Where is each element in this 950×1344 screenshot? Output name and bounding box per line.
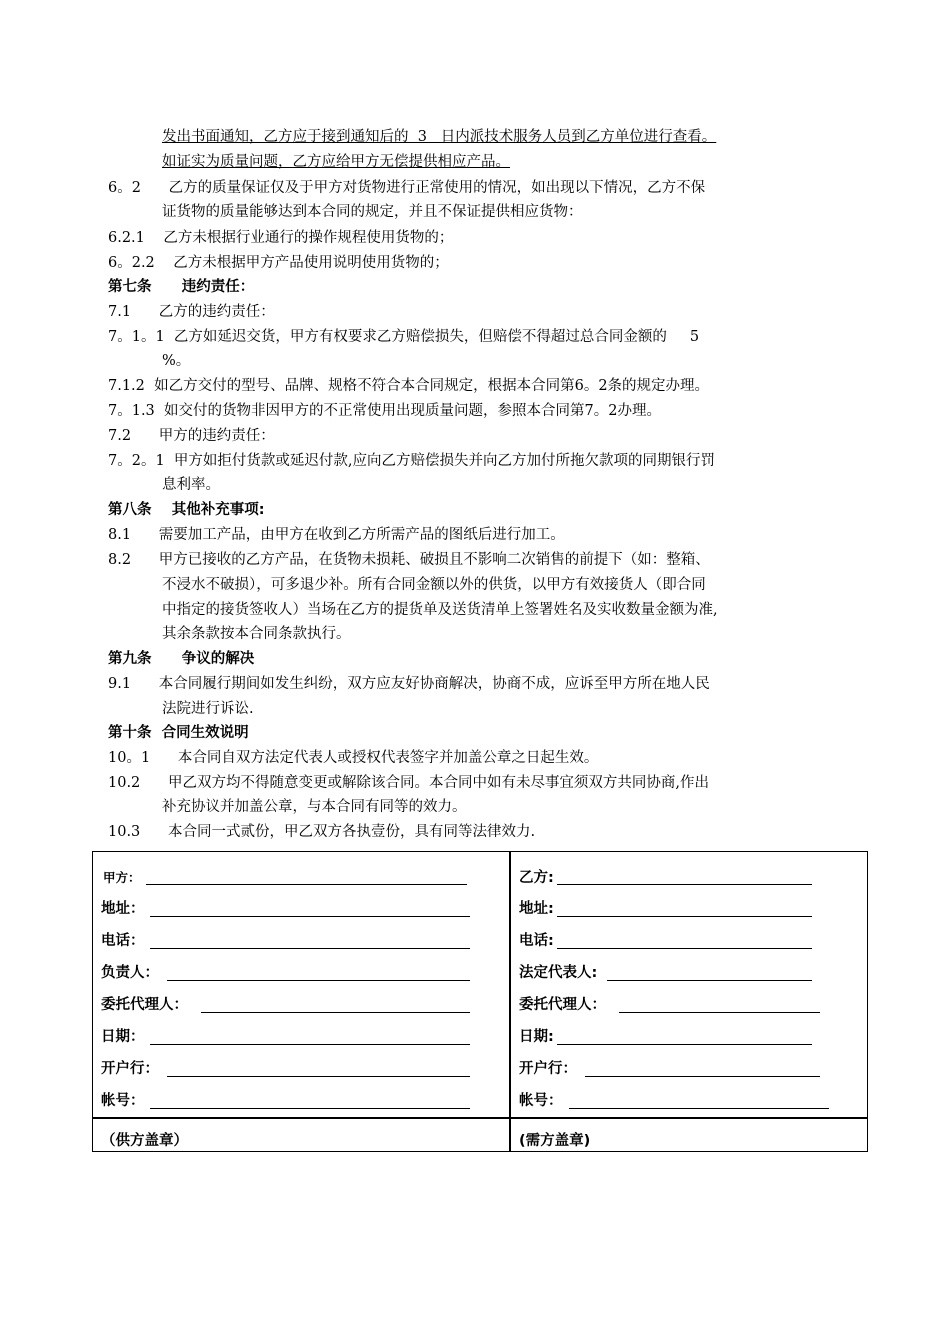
clause-10-2: 10.2 甲乙双方均不得随意变更或解除该合同。本合同中如有未尽事宜须双方共同协商,作出	[108, 775, 710, 791]
clause-9-1: 9.1 本合同履行期间如发生纠纷，双方应友好协商解决，协商不成，应诉至甲方所在地人民	[108, 676, 710, 692]
phone-a-label: 电话：	[101, 933, 145, 949]
phone-a-field[interactable]	[150, 948, 470, 949]
clause-7-1-1: 7。1。1 乙方如延迟交货，甲方有权要求乙方赔偿损失，但赔偿不得超过总合同金额的 5	[108, 329, 700, 345]
clause-8-1: 8.1 需要加工产品，由甲方在收到乙方所需产品的图纸后进行加工。	[108, 527, 565, 543]
phone-b-label: 电话:	[519, 933, 554, 949]
clause-text-line: %。	[162, 353, 191, 369]
clause-text-line: 不浸水不破损），可多退少补。所有合同金额以外的供货，以甲方有效接货人（即合同	[162, 577, 706, 593]
date-b-label: 日期:	[519, 1029, 554, 1045]
article-10-heading: 第十条 合同生效说明	[108, 725, 249, 741]
address-b-field[interactable]	[557, 916, 812, 917]
account-b-field[interactable]	[569, 1108, 829, 1109]
clause-10-3: 10.3 本合同一式贰份，甲乙双方各执壹份，具有同等法律效力.	[108, 824, 536, 840]
responsible-person-label: 负责人：	[101, 965, 159, 981]
buyer-stamp-label: (需方盖章)	[519, 1133, 591, 1149]
party-a-label: 甲方：	[103, 870, 141, 885]
clause-text-line: 息利率。	[162, 477, 220, 493]
date-a-field[interactable]	[150, 1044, 470, 1045]
clause-7-1-3: 7。1.3 如交付的货物非因甲方的不正常使用出现质量问题，参照本合同第7。2办理。	[108, 403, 661, 419]
account-b-label: 帐号：	[519, 1093, 563, 1109]
account-a-field[interactable]	[150, 1108, 470, 1109]
clause-text-line: 中指定的接货签收人）当场在乙方的提货单及送货清单上签署姓名及实收数量金额为准,	[162, 602, 718, 618]
clause-7-2-1: 7。2。1 甲方如拒付货款或延迟付款,应向乙方赔偿损失并向乙方加付所拖欠款项的同期银行罚	[108, 453, 715, 469]
agent-a-field[interactable]	[201, 1012, 470, 1013]
address-a-label: 地址：	[101, 901, 145, 917]
bank-a-label: 开户行：	[101, 1061, 159, 1077]
bank-a-field[interactable]	[167, 1076, 470, 1077]
clause-6-2-2: 6。2.2 乙方未根据甲方产品使用说明使用货物的；	[108, 255, 449, 271]
address-b-label: 地址:	[519, 901, 554, 917]
supplier-stamp-label: （供方盖章）	[101, 1133, 188, 1149]
clause-8-2: 8.2 甲方已接收的乙方产品，在货物未损耗、破损且不影响二次销售的前提下（如：整箱、	[108, 552, 710, 568]
date-a-label: 日期：	[101, 1029, 145, 1045]
party-a-field[interactable]	[146, 884, 467, 885]
clause-6-2-1: 6.2.1 乙方未根据行业通行的操作规程使用货物的；	[108, 230, 454, 246]
clause-text-line: 其余条款按本合同条款执行。	[162, 626, 351, 642]
clause-7-2: 7.2 甲方的违约责任：	[108, 428, 275, 444]
account-a-label: 帐号：	[101, 1093, 145, 1109]
bank-b-label: 开户行：	[519, 1061, 577, 1077]
article-7-heading: 第七条 违约责任：	[108, 279, 255, 295]
clause-6-2: 6。2 乙方的质量保证仅及于甲方对货物进行正常使用的情况，如出现以下情况，乙方不保	[108, 180, 706, 196]
phone-b-field[interactable]	[557, 948, 812, 949]
date-b-field[interactable]	[557, 1044, 812, 1045]
agent-b-field[interactable]	[619, 1012, 820, 1013]
article-9-heading: 第九条 争议的解决	[108, 651, 255, 667]
bank-b-field[interactable]	[585, 1076, 820, 1077]
clause-text-line: 如证实为质量问题，乙方应给甲方无偿提供相应产品。	[162, 154, 510, 170]
clause-7-1-2: 7.1.2 如乙方交付的型号、品牌、规格不符合本合同规定，根据本合同第6。2条的规定办理。	[108, 378, 710, 394]
clause-text-line: 发出书面通知，乙方应于接到通知后的 3 日内派技术服务人员到乙方单位进行查看。	[162, 129, 717, 145]
address-a-field[interactable]	[150, 916, 470, 917]
table-divider-horizontal	[93, 1117, 867, 1119]
article-8-heading: 第八条 其他补充事项:	[108, 502, 265, 518]
legal-rep-label: 法定代表人:	[519, 965, 598, 981]
responsible-person-field[interactable]	[167, 980, 470, 981]
table-divider-vertical	[509, 852, 511, 1151]
clause-7-1: 7.1 乙方的违约责任：	[108, 304, 275, 320]
party-b-field[interactable]	[557, 884, 812, 885]
agent-b-label: 委托代理人：	[519, 997, 606, 1013]
clause-text-line: 补充协议并加盖公章，与本合同有同等的效力。	[162, 799, 467, 815]
clause-text-line: 法院进行诉讼.	[162, 701, 254, 717]
clause-text-line: 证货物的质量能够达到本合同的规定，并且不保证提供相应货物：	[162, 204, 583, 220]
clause-10-1: 10。1 本合同自双方法定代表人或授权代表签字并加盖公章之日起生效。	[108, 750, 599, 766]
signature-table	[92, 851, 868, 1152]
agent-a-label: 委托代理人：	[101, 997, 188, 1013]
party-b-label: 乙方:	[519, 870, 554, 886]
legal-rep-field[interactable]	[607, 980, 812, 981]
